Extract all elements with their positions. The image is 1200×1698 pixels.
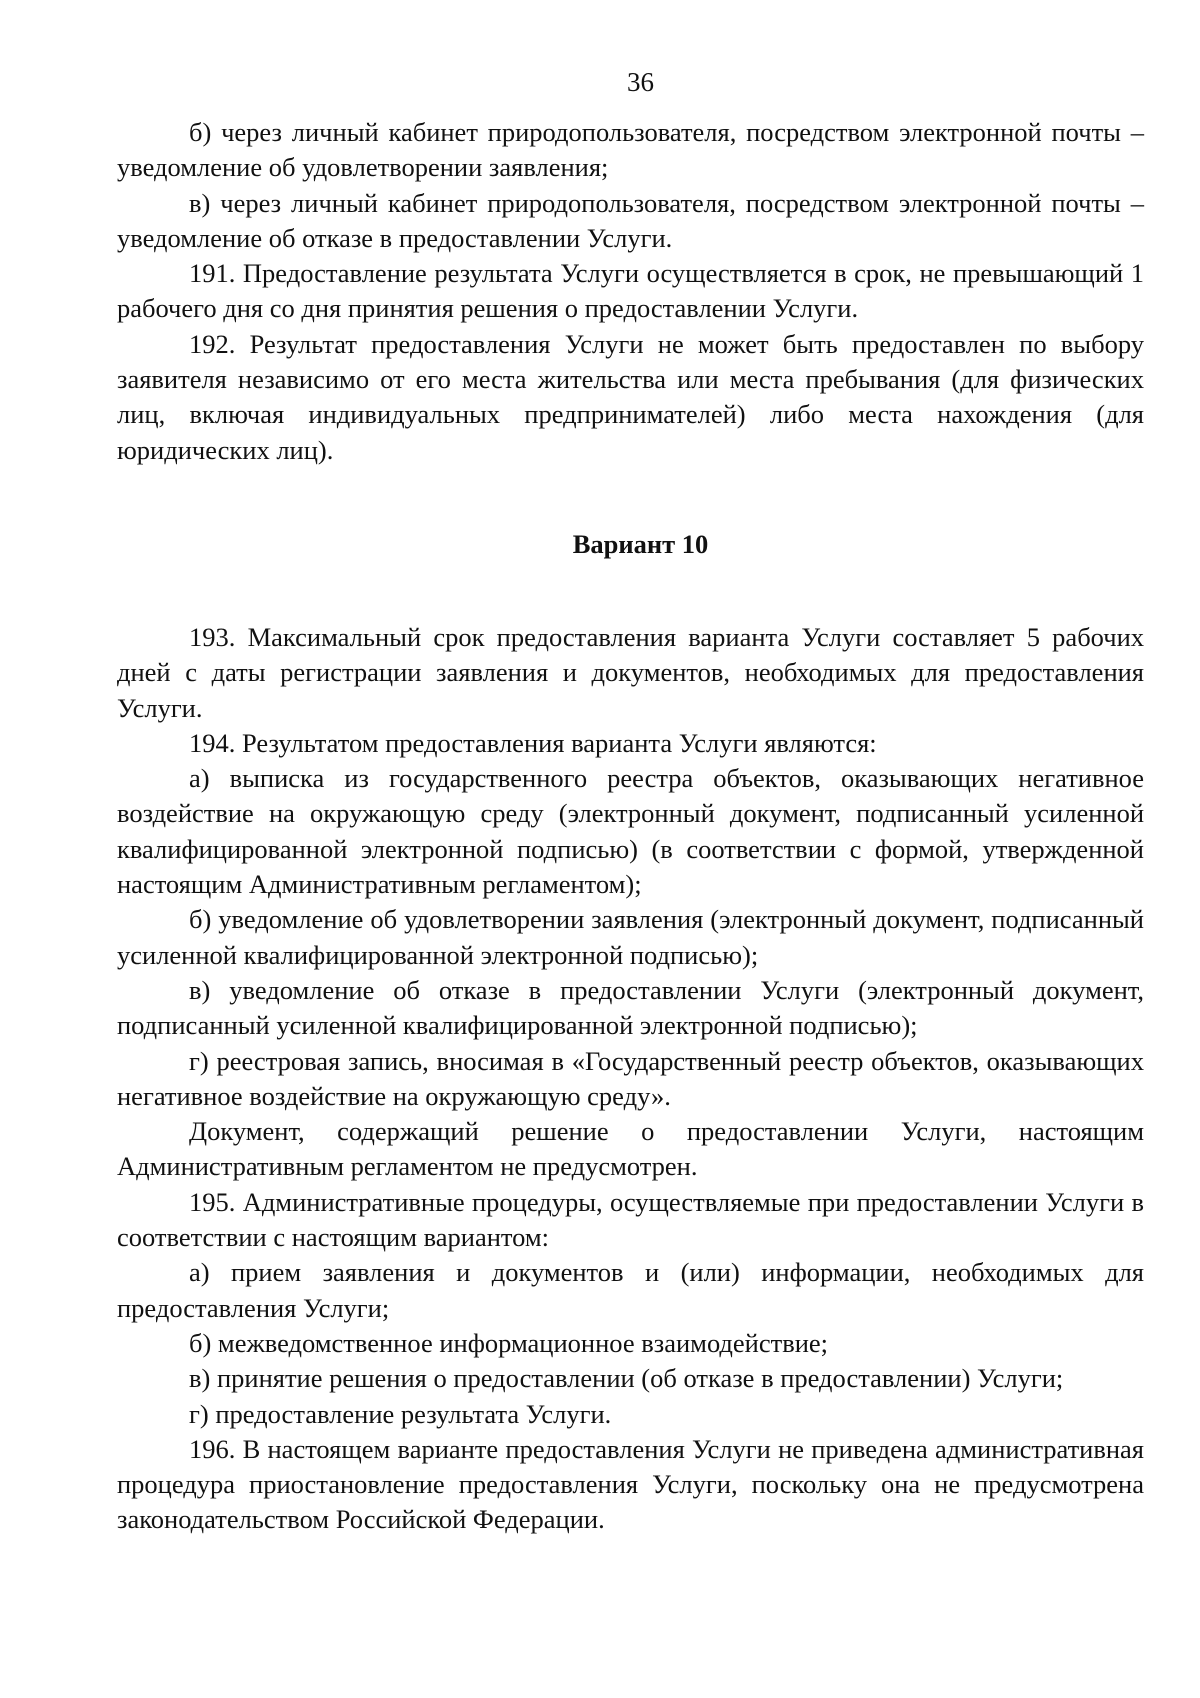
paragraph-193: 193. Максимальный срок предоставления варианта Услуги составляет 5 рабочих дней с даты регистрации заявления и документов, необходимых для предоставления Услуги. <box>117 621 1144 723</box>
paragraph-195: 195. Административные процедуры, осуществляемые при предоставлении Услуги в соответствии с настоящим вариантом: <box>117 1186 1144 1253</box>
paragraph-191: 191. Предоставление результата Услуги осуществляется в срок, не превышающий 1 рабочего дня со дня принятия решения о предоставлении Услуги. <box>117 258 1144 324</box>
page-number: 36 <box>627 67 654 97</box>
paragraph-decision-document: Документ, содержащий решение о предоставлении Услуги, настоящим Административным регламентом не предусмотрен. <box>117 1116 1144 1182</box>
paragraph-v-notification-refusal: в) через личный кабинет природопользователя, посредством электронной почты – уведомление об отказе в предоставлении Услуги. <box>117 187 1144 253</box>
paragraph-195-a: а) прием заявления и документов и (или) информации, необходимых для предоставления Услуги; <box>117 1257 1144 1323</box>
paragraph-192: 192. Результат предоставления Услуги не может быть предоставлен по выбору заявителя независимо от его места жительства или места пребывания (для физических лиц, включая индивидуальных предпринимателей) либо места нахождения (для юридических лиц). <box>117 328 1144 465</box>
paragraph-194-b: б) уведомление об удовлетворении заявления (электронный документ, подписанный усиленной квалифицированной электронной подписью); <box>117 904 1144 970</box>
paragraph-195-g: г) предоставление результата Услуги. <box>189 1398 612 1429</box>
paragraph-194-v: в) уведомление об отказе в предоставлении Услуги (электронный документ, подписанный усиленной квалифицированной электронной подписью); <box>117 974 1144 1041</box>
section-two <box>117 620 1144 1538</box>
paragraph-194-g: г) реестровая запись, вносимая в «Государственный реестр объектов, оказывающих негативное воздействие на окружающую среду». <box>117 1045 1144 1111</box>
paragraph-194: 194. Результатом предоставления варианта Услуги являются: <box>189 727 877 758</box>
paragraph-196: 196. В настоящем варианте предоставления Услуги не приведена административная процедура приостановление предоставления Услуги, поскольку она не предусмотрена законодательством Российской Федерации. <box>117 1433 1144 1535</box>
paragraph-195-v: в) принятие решения о предоставлении (об отказе в предоставлении) Услуги; <box>189 1363 1064 1394</box>
document-page <box>117 66 1144 1538</box>
paragraph-b-notification-approval: б) через личный кабинет природопользователя, посредством электронной почты – уведомление об удовлетворении заявления; <box>117 117 1144 183</box>
paragraph-195-b: б) межведомственное информационное взаимодействие; <box>189 1327 829 1358</box>
section-one <box>117 115 1144 468</box>
section-heading-variant-10: Вариант 10 <box>572 528 709 559</box>
paragraph-194-a: а) выписка из государственного реестра объектов, оказывающих негативное воздействие на окружающую среду (электронный документ, подписанный усиленной квалифицированной электронной подписью) (в соответствии с формой, утвержденной настоящим Административным регламентом); <box>117 763 1144 900</box>
